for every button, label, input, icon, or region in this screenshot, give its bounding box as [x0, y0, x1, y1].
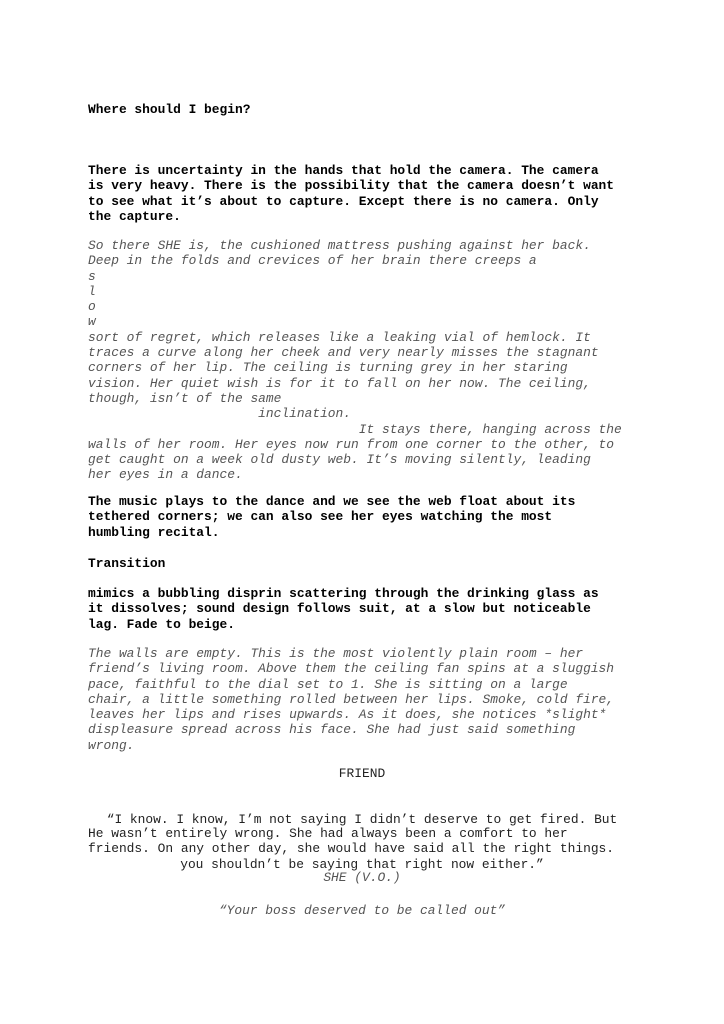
- scene-description-living-room: The walls are empty. This is the most violently plain room – her friend’s living room. Above them the ceiling fan spins at a sluggish pace, faithful to the dial set to 1. She is sitting on a large chair, a little something rolled between her lips. Smoke, cold fire, leaves her lips and rises upwards. As it does, she notices *slight* displeasure spread across his face. She had just said something wrong.: [88, 646, 615, 753]
- dialogue-friend-line: “I know. I know, I’m not saying I didn’t deserve to get fired. But: [106, 811, 618, 827]
- transition-label: Transition: [88, 556, 166, 571]
- intro-paragraph: There is uncertainty in the hands that hold the camera. The camera is very heavy. There is the possibility that the camera doesn’t want to see what it’s about to capture. Except there is no camera. Only the capture.: [88, 163, 615, 224]
- dialogue-friend-line: you shouldn’t be saying that right now either.”: [180, 857, 544, 873]
- character-name-friend: FRIEND: [338, 766, 386, 781]
- character-name-she: SHE (V.O.): [323, 870, 401, 885]
- transition-paragraph: mimics a bubbling disprin scattering through the drinking glass as it dissolves; sound design follows suit, at a slow but noticeable lag. Fade to beige.: [88, 586, 599, 632]
- action-paragraph: He wasn’t entirely wrong. She had always been a comfort to her friends. On any other day, she would have said all the right things.: [88, 826, 615, 857]
- music-paragraph: The music plays to the dance and we see the web float about its tethered corners; we can also see her eyes watching the most humbling recital.: [88, 494, 576, 540]
- scene-description-bedroom: So there SHE is, the cushioned mattress pushing against her back. Deep in the folds and crevices of her brain there creeps a s l o w sort of regret, which releases like a leaking vial of hemlock. It traces a curve along her cheek and very nearly misses the stagnant corners of her lip. The ceiling is turning grey in her staring vision. Her quiet wish is for it to fall on her now. The ceiling, though, isn’t of the same inclination. It stays there, hanging across the walls of her room. Her eyes now run from one corner to the other, to get caught on a week old dusty web. It’s moving silently, leading her eyes in a dance.: [88, 238, 622, 483]
- dialogue-she: “Your boss deserved to be called out”: [218, 903, 506, 918]
- page-heading: Where should I begin?: [88, 102, 251, 117]
